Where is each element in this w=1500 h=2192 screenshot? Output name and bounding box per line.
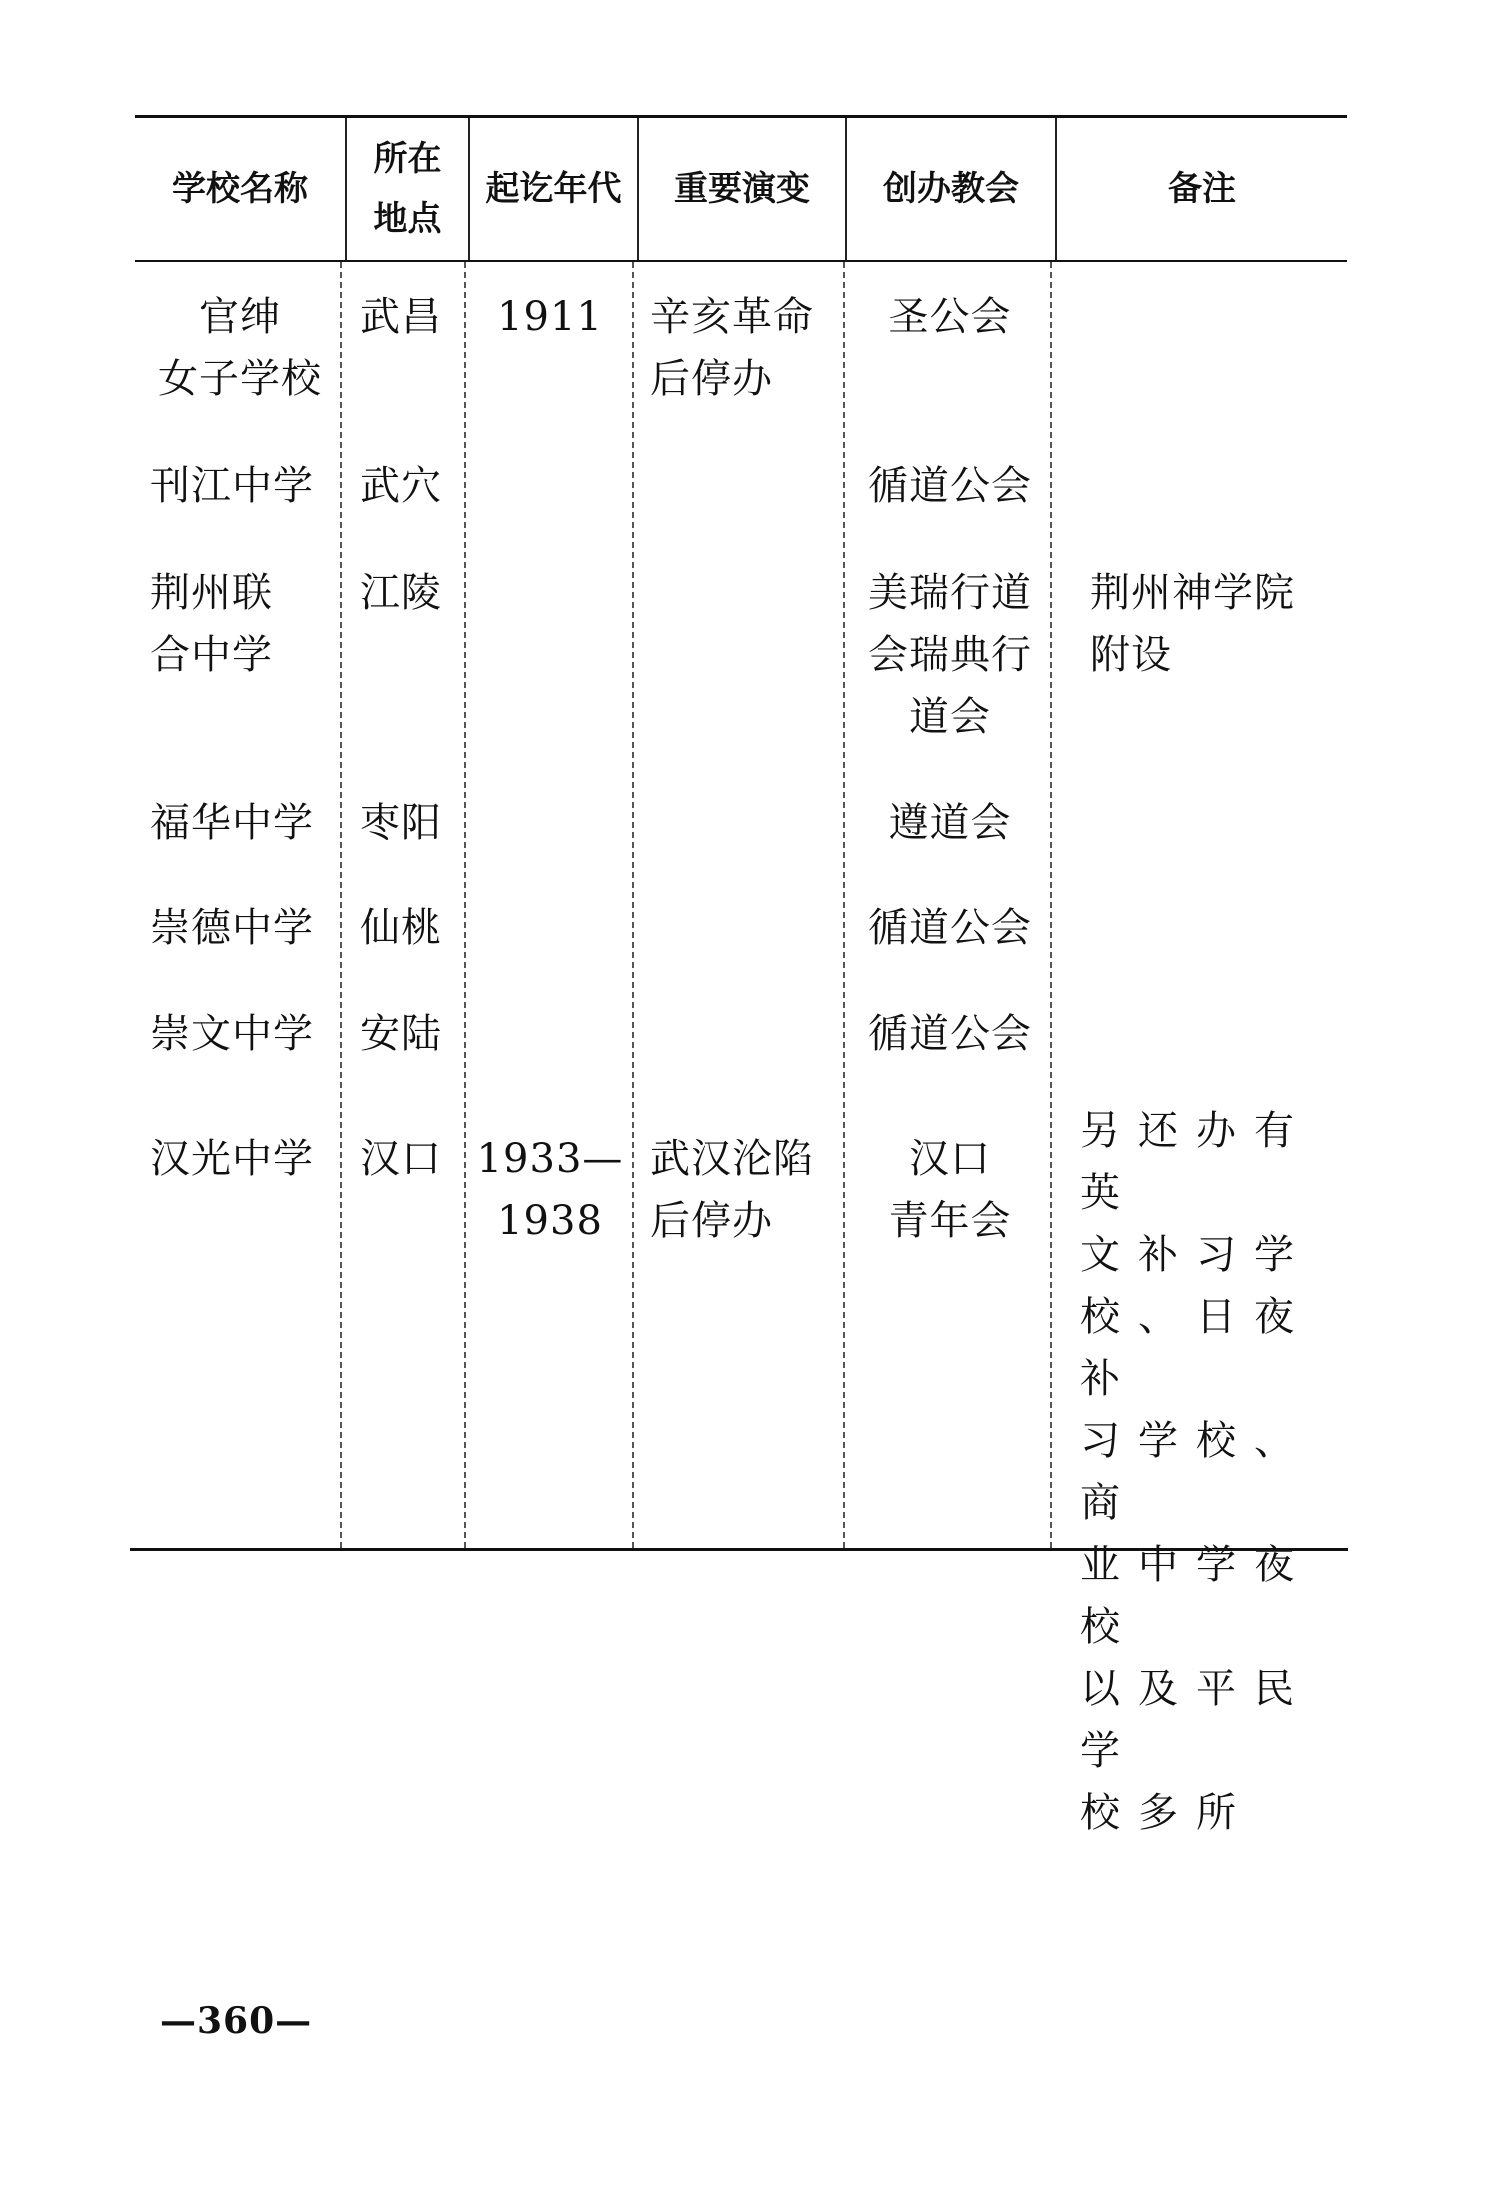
- column-divider: [464, 262, 466, 1548]
- cell-school-name: 崇文中学: [150, 1011, 314, 1057]
- cell-location: 安陆: [360, 1011, 442, 1057]
- header-remarks: 备注: [1168, 169, 1236, 209]
- cell-years: 1911: [497, 294, 603, 340]
- cell-church: 循道公会: [868, 905, 1032, 951]
- cell-school-name: 汉光中学: [150, 1136, 314, 1182]
- cell-church: 圣公会: [888, 294, 1012, 340]
- cell-church: 汉口 青年会: [888, 1136, 1012, 1244]
- cell-school-name: 刊江中学: [150, 463, 314, 509]
- cell-remarks: 另还办有英 文补习学 校、日夜补 习学校、商 业中学夜校 以及平民学 校多所: [1080, 1108, 1312, 1836]
- cell-evolution: 武汉沦陷 后停办: [650, 1136, 814, 1244]
- cell-location: 武穴: [360, 463, 442, 509]
- cell-location: 枣阳: [360, 800, 442, 846]
- cell-location: 汉口: [360, 1136, 442, 1182]
- header-years: 起讫年代: [485, 169, 622, 209]
- header-evolution: 重要演变: [674, 169, 810, 209]
- cell-school-name: 官绅 女子学校: [158, 294, 322, 402]
- column-divider: [1050, 262, 1052, 1548]
- cell-church: 循道公会: [868, 1011, 1032, 1057]
- column-divider: [340, 262, 342, 1548]
- cell-location: 武昌: [360, 294, 442, 340]
- header-church: 创办教会: [883, 169, 1019, 209]
- cell-church: 循道公会: [868, 463, 1032, 509]
- page-number: —360—: [160, 2000, 313, 2042]
- cell-location: 仙桃: [360, 905, 442, 951]
- header-location: 所在 地点: [373, 139, 442, 239]
- cell-remarks: 荆州神学院 附设: [1090, 570, 1295, 678]
- table-header-rule: [135, 260, 1347, 262]
- cell-school-name: 福华中学: [150, 800, 314, 846]
- column-divider: [843, 262, 845, 1548]
- cell-school-name: 崇德中学: [150, 905, 314, 951]
- cell-evolution: 辛亥革命 后停办: [650, 294, 814, 402]
- cell-church: 遵道会: [888, 800, 1012, 846]
- header-school-name: 学校名称: [172, 169, 308, 209]
- cell-church: 美瑞行道 会瑞典行 道会: [868, 570, 1032, 740]
- cell-location: 江陵: [360, 570, 442, 616]
- cell-school-name: 荆州联 合中学: [150, 570, 273, 678]
- cell-years: 1933— 1938: [476, 1136, 624, 1244]
- column-divider: [632, 262, 634, 1548]
